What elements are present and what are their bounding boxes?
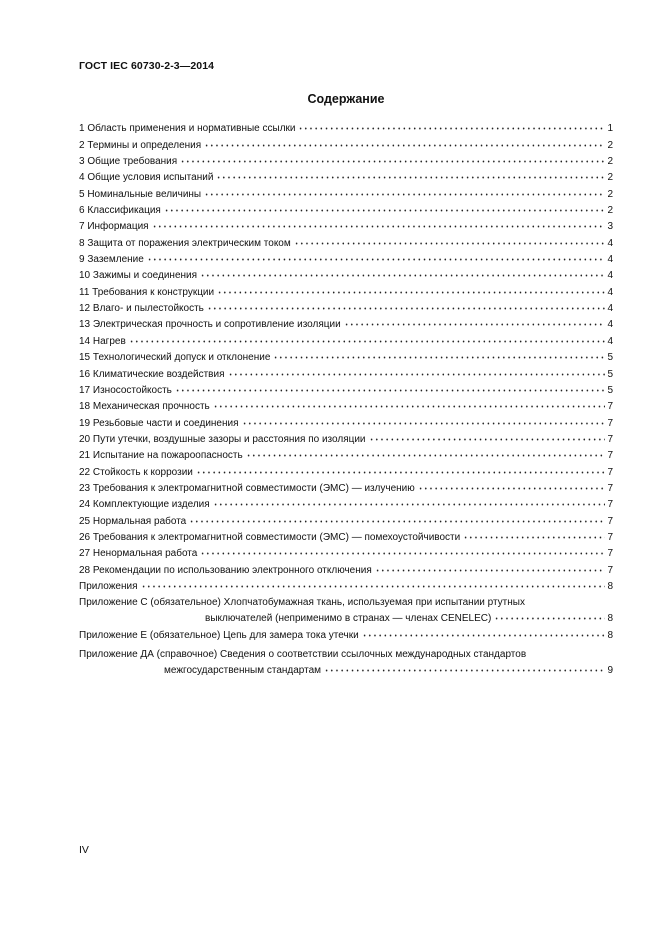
toc-entry-page: 2 xyxy=(607,156,613,168)
toc-entry-label: Приложения xyxy=(79,580,138,592)
toc-entry-page: 1 xyxy=(607,123,613,135)
dot-leader xyxy=(228,370,606,379)
toc-entry-label: 16 Климатические воздействия xyxy=(79,368,225,380)
dot-leader xyxy=(216,173,605,182)
toc-entry-label: 24 Комплектующие изделия xyxy=(79,499,210,511)
toc-entry[interactable] xyxy=(79,511,613,527)
dot-leader xyxy=(375,566,605,575)
dot-leader xyxy=(494,614,605,623)
dot-leader xyxy=(463,533,605,542)
dot-leader xyxy=(418,484,605,493)
toc-entry-page: 7 xyxy=(607,466,613,478)
toc-entry[interactable] xyxy=(79,299,613,315)
toc-entry-page: 4 xyxy=(607,286,613,298)
toc-entry-page: 7 xyxy=(607,417,613,429)
toc-entry-page: 7 xyxy=(607,499,613,511)
toc-entry-page: 5 xyxy=(607,352,613,364)
page-number: IV xyxy=(79,844,89,856)
annex-c-line1: Приложение С (обязательное) Хлопчатобумажная ткань, используемая при испытании ртутных xyxy=(79,596,525,608)
annex-da-page: 9 xyxy=(607,665,613,676)
toc-entry-label: 11 Требования к конструкции xyxy=(79,286,215,298)
toc-entry-label: 10 Зажимы и соединения xyxy=(79,270,198,282)
toc-entry[interactable] xyxy=(79,495,613,511)
annex-c-page: 8 xyxy=(607,613,613,625)
toc-entry[interactable] xyxy=(79,201,613,217)
toc-entry[interactable] xyxy=(79,168,613,184)
toc-entry-label: 27 Ненормальная работа xyxy=(79,548,198,560)
dot-leader xyxy=(273,353,605,362)
toc-entry-page: 7 xyxy=(607,433,613,445)
toc-entries xyxy=(79,119,613,593)
toc-entry-label: 17 Износостойкость xyxy=(79,384,172,396)
toc-entry-page: 5 xyxy=(607,368,613,380)
toc-entry-label: 13 Электрическая прочность и сопротивление изоляции xyxy=(79,319,341,331)
toc-entry-page: 7 xyxy=(607,482,613,494)
dot-leader xyxy=(129,337,605,346)
dot-leader xyxy=(180,157,605,166)
dot-leader xyxy=(204,190,605,199)
toc-entry[interactable] xyxy=(79,152,613,168)
toc-entry-page: 7 xyxy=(607,548,613,560)
toc-entry-label: 6 Классификация xyxy=(79,205,161,217)
toc-entry[interactable] xyxy=(79,413,613,429)
toc-entry-page: 2 xyxy=(607,188,613,200)
dot-leader xyxy=(164,206,605,215)
toc-entry-page: 2 xyxy=(607,139,613,151)
toc-entry[interactable] xyxy=(79,217,613,233)
toc-title: Содержание xyxy=(307,92,385,106)
toc-entry-label: 18 Механическая прочность xyxy=(79,401,210,413)
toc-entry-label: 2 Термины и определения xyxy=(79,139,202,151)
toc-entry-page: 3 xyxy=(607,221,613,233)
annex-da-line1: Приложение ДА (справочное) Сведения о соответствии ссылочных международных стандартов xyxy=(79,648,527,660)
toc-entry-label: 5 Номинальные величины xyxy=(79,188,202,200)
toc-entry[interactable] xyxy=(79,135,613,151)
dot-leader xyxy=(207,304,605,313)
toc-entry-page: 7 xyxy=(607,401,613,413)
toc-entry-page: 4 xyxy=(607,270,613,282)
annex-da-line2-row xyxy=(164,661,613,677)
toc-entry-page: 4 xyxy=(607,237,613,249)
dot-leader xyxy=(200,549,605,558)
toc-entry-label: 21 Испытание на пожароопасность xyxy=(79,450,243,462)
toc-entry[interactable] xyxy=(79,560,613,576)
annex-e-label: Приложение Е (обязательное) Цепь для замера тока утечки xyxy=(79,629,359,641)
toc-entry-page: 4 xyxy=(607,303,613,315)
dot-leader xyxy=(189,517,605,526)
toc-entry-label: 4 Общие условия испытаний xyxy=(79,172,214,184)
dot-leader xyxy=(362,631,605,640)
toc-entry[interactable] xyxy=(79,282,613,298)
dot-leader xyxy=(369,435,605,444)
toc-entry-label: 14 Нагрев xyxy=(79,335,126,347)
dot-leader xyxy=(324,666,605,675)
annex-c-line2: выключателей (неприменимо в странах — членах CENELEC) xyxy=(205,613,492,625)
toc-entry-page: 4 xyxy=(607,335,613,347)
toc-entry-annex-e[interactable] xyxy=(79,625,613,641)
toc-entry-label: 9 Заземление xyxy=(79,254,144,266)
toc-entry[interactable] xyxy=(79,348,613,364)
toc-entry-label: 19 Резьбовые части и соединения xyxy=(79,417,239,429)
dot-leader xyxy=(294,239,605,248)
toc-entry-annex-c[interactable] xyxy=(79,595,613,625)
dot-leader xyxy=(298,124,605,133)
toc-entry-label: 3 Общие требования xyxy=(79,156,178,168)
toc-entry-page: 2 xyxy=(607,172,613,184)
toc-entry-label: 15 Технологический допуск и отклонение xyxy=(79,352,271,364)
toc-entry[interactable] xyxy=(79,544,613,560)
toc-entry[interactable] xyxy=(79,577,613,593)
toc-entry-label: 1 Область применения и нормативные ссылки xyxy=(79,123,296,135)
toc-entry-page: 5 xyxy=(607,384,613,396)
toc-entry-label: 12 Влаго- и пылестойкость xyxy=(79,303,204,315)
toc-entry[interactable] xyxy=(79,446,613,462)
toc-entry[interactable] xyxy=(79,266,613,282)
toc-entry[interactable] xyxy=(79,462,613,478)
toc-entry-page: 2 xyxy=(607,205,613,217)
toc-entry-page: 7 xyxy=(607,531,613,543)
toc-entry-page: 4 xyxy=(607,319,613,331)
toc-entry[interactable] xyxy=(79,364,613,380)
dot-leader xyxy=(152,222,605,231)
toc-entry-label: 28 Рекомендации по использованию электронного отключения xyxy=(79,564,372,576)
toc-entry-label: 7 Информация xyxy=(79,221,149,233)
toc-entry[interactable] xyxy=(79,250,613,266)
toc-entry[interactable] xyxy=(79,331,613,347)
toc-entry[interactable] xyxy=(79,430,613,446)
dot-leader xyxy=(246,451,605,460)
toc-entry[interactable] xyxy=(79,119,613,135)
toc-entry-label: 25 Нормальная работа xyxy=(79,515,187,527)
toc-entry-label: 22 Стойкость к коррозии xyxy=(79,466,193,478)
toc-entry-page: 7 xyxy=(607,564,613,576)
dot-leader xyxy=(213,500,605,509)
toc-entry-page: 4 xyxy=(607,254,613,266)
dot-leader xyxy=(204,141,605,150)
toc-entry[interactable] xyxy=(79,397,613,413)
toc-entry-page: 7 xyxy=(607,515,613,527)
toc-entry-label: 20 Пути утечки, воздушные зазоры и расстояния по изоляции xyxy=(79,433,366,445)
toc-entry-annex-da[interactable] xyxy=(79,647,613,677)
dot-leader xyxy=(344,320,605,329)
toc-entry[interactable] xyxy=(79,315,613,331)
annex-e-page: 8 xyxy=(607,629,613,641)
toc-entry-page: 7 xyxy=(607,450,613,462)
dot-leader xyxy=(196,468,605,477)
dot-leader xyxy=(141,582,605,591)
dot-leader xyxy=(217,288,605,297)
annex-da-line2: межгосударственным стандартам xyxy=(164,665,322,676)
dot-leader xyxy=(242,419,605,428)
dot-leader xyxy=(175,386,605,395)
toc-entry-label: 8 Защита от поражения электрическим током xyxy=(79,237,291,249)
dot-leader xyxy=(147,255,605,264)
toc-entry-label: 23 Требования к электромагнитной совместимости (ЭМС) — излучению xyxy=(79,482,415,494)
toc-entry-label: 26 Требования к электромагнитной совместимости (ЭМС) — помехоустойчивости xyxy=(79,531,461,543)
toc-entry-page: 8 xyxy=(607,580,613,592)
toc-entry[interactable] xyxy=(79,479,613,495)
toc-entry[interactable] xyxy=(79,184,613,200)
dot-leader xyxy=(200,271,605,280)
annex-c-line2-row xyxy=(205,609,613,625)
toc-entry[interactable] xyxy=(79,381,613,397)
toc-entry[interactable] xyxy=(79,233,613,249)
document-code: ГОСТ IEC 60730-2-3—2014 xyxy=(79,60,215,72)
dot-leader xyxy=(213,402,605,411)
table-of-contents xyxy=(79,119,613,677)
toc-entry[interactable] xyxy=(79,528,613,544)
